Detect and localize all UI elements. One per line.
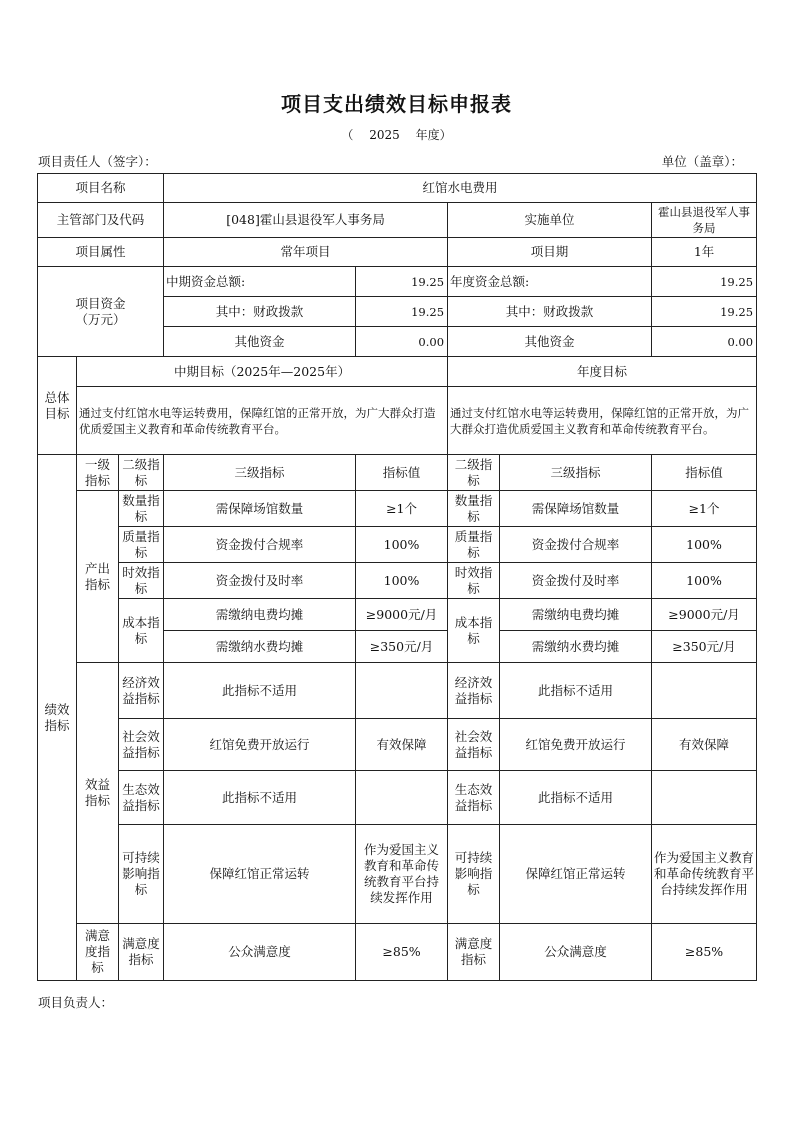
table-row-l3: 需缴纳水费均摊 <box>500 631 652 663</box>
impl-unit-value: 霍山县退役军人事务局 <box>652 203 757 238</box>
table-row-l2: 可持续影响指标 <box>448 825 500 924</box>
table-row-value: ≥1个 <box>356 491 448 527</box>
funds-label-line1: 项目资金 <box>75 295 126 311</box>
mid-goal-text: 通过支付红馆水电等运转费用，保障红馆的正常开放，为广大群众打造优质爱国主义教育和革命传统教育平台。 <box>77 387 448 455</box>
funds-label-line2: （万元） <box>75 311 126 327</box>
year-total-label: 年度资金总额: <box>448 267 652 297</box>
table-row-l3: 公众满意度 <box>500 924 652 981</box>
dept-label: 主管部门及代码 <box>38 203 164 238</box>
overall-goal-label: 总体目标 <box>38 357 77 455</box>
period-value: 1年 <box>652 238 757 267</box>
table-row-l3: 需缴纳水费均摊 <box>164 631 356 663</box>
year-cost-indicator-label: 成本指标 <box>448 599 500 663</box>
table-row-l3: 资金拨付及时率 <box>164 563 356 599</box>
table-row-l2: 时效指标 <box>448 563 500 599</box>
benefit-indicator-label: 效益指标 <box>77 663 119 924</box>
year-goal-text: 通过支付红馆水电等运转费用，保障红馆的正常开放，为广大群众打造优质爱国主义教育和革命传统教育平台。 <box>448 387 757 455</box>
mid-fiscal-value: 19.25 <box>356 297 448 327</box>
table-row-value <box>652 771 757 825</box>
table-row-value: 100% <box>356 563 448 599</box>
performance-target-table <box>37 173 757 981</box>
value-header: 指标值 <box>356 455 448 491</box>
project-lead-label: 项目负责人： <box>38 995 114 1010</box>
table-row-l3: 红馆免费开放运行 <box>164 719 356 771</box>
table-row-l3: 此指标不适用 <box>164 771 356 825</box>
project-name-label: 项目名称 <box>38 174 164 203</box>
table-row-l2: 数量指标 <box>448 491 500 527</box>
year-value-header: 指标值 <box>652 455 757 491</box>
table-row-l3: 此指标不适用 <box>164 663 356 719</box>
table-row-l2: 经济效益指标 <box>119 663 164 719</box>
table-row-l3: 需缴纳电费均摊 <box>164 599 356 631</box>
table-row-l3: 此指标不适用 <box>500 771 652 825</box>
page-title: 项目支出绩效目标申报表 <box>281 92 512 116</box>
table-row-value: ≥350元/月 <box>356 631 448 663</box>
table-row-l3: 保障红馆正常运转 <box>500 825 652 924</box>
perf-indicator-label: 绩效指标 <box>38 455 77 981</box>
table-row-value: 100% <box>356 527 448 563</box>
mid-fiscal-label: 其中：财政拨款 <box>164 297 356 327</box>
table-row-value <box>652 663 757 719</box>
table-row-value <box>356 771 448 825</box>
table-row-l3: 资金拨付合规率 <box>164 527 356 563</box>
cost-indicator-label: 成本指标 <box>119 599 164 663</box>
mid-other-value: 0.00 <box>356 327 448 357</box>
table-row-l3: 保障红馆正常运转 <box>164 825 356 924</box>
year-label: 年度） <box>415 128 452 142</box>
table-row-l2: 时效指标 <box>119 563 164 599</box>
mid-total-label: 中期资金总额: <box>164 267 356 297</box>
table-row-value <box>356 663 448 719</box>
report-year <box>0 126 793 143</box>
table-row-value: 有效保障 <box>652 719 757 771</box>
table-row-l3: 公众满意度 <box>164 924 356 981</box>
attr-label: 项目属性 <box>38 238 164 267</box>
mid-other-label: 其他资金 <box>164 327 356 357</box>
table-row-l2: 经济效益指标 <box>448 663 500 719</box>
period-label: 项目期 <box>448 238 652 267</box>
table-row-value: 有效保障 <box>356 719 448 771</box>
impl-unit-label: 实施单位 <box>448 203 652 238</box>
table-row-l2: 满意度指标 <box>119 924 164 981</box>
mid-total-value: 19.25 <box>356 267 448 297</box>
table-row-value: ≥85% <box>652 924 757 981</box>
output-indicator-label: 产出指标 <box>77 491 119 663</box>
table-row-l3: 资金拨付及时率 <box>500 563 652 599</box>
table-row-l2: 质量指标 <box>448 527 500 563</box>
table-row-value: 作为爱国主义教育和革命传统教育平台持续发挥作用 <box>652 825 757 924</box>
year-fiscal-value: 19.25 <box>652 297 757 327</box>
satisfaction-indicator-label: 满意度指标 <box>77 924 119 981</box>
table-row-l2: 可持续影响指标 <box>119 825 164 924</box>
year-other-label: 其他资金 <box>448 327 652 357</box>
table-row-l3: 此指标不适用 <box>500 663 652 719</box>
level1-header: 一级指标 <box>77 455 119 491</box>
table-row-value: ≥9000元/月 <box>652 599 757 631</box>
responsible-signature-label: 项目责任人（签字）： <box>38 154 157 169</box>
table-row-l2: 社会效益指标 <box>448 719 500 771</box>
table-row-value: 作为爱国主义教育和革命传统教育平台持续发挥作用 <box>356 825 448 924</box>
year-level2-header: 二级指标 <box>448 455 500 491</box>
year-total-value: 19.25 <box>652 267 757 297</box>
attr-value: 常年项目 <box>164 238 448 267</box>
table-row-l2: 社会效益指标 <box>119 719 164 771</box>
table-row-l2: 质量指标 <box>119 527 164 563</box>
dept-value: [048]霍山县退役军人事务局 <box>164 203 448 238</box>
table-row-value: 100% <box>652 563 757 599</box>
mid-goal-header: 中期目标（2025年—2025年） <box>77 357 448 387</box>
table-row-value: ≥1个 <box>652 491 757 527</box>
table-row-l3: 需保障场馆数量 <box>500 491 652 527</box>
table-row-value: ≥350元/月 <box>652 631 757 663</box>
funds-label <box>38 267 164 357</box>
unit-seal-label: 单位（盖章）： <box>661 154 743 169</box>
table-row-l2: 生态效益指标 <box>448 771 500 825</box>
year-level3-header: 三级指标 <box>500 455 652 491</box>
table-row-l3: 资金拨付合规率 <box>500 527 652 563</box>
project-name-value: 红馆水电费用 <box>164 174 757 203</box>
table-row-value: 100% <box>652 527 757 563</box>
table-row-l3: 红馆免费开放运行 <box>500 719 652 771</box>
table-row-l2: 生态效益指标 <box>119 771 164 825</box>
year-value: 2025 <box>369 128 400 142</box>
year-other-value: 0.00 <box>652 327 757 357</box>
level2-header: 二级指标 <box>119 455 164 491</box>
table-row-l2: 满意度指标 <box>448 924 500 981</box>
year-goal-header: 年度目标 <box>448 357 757 387</box>
table-row-l3: 需保障场馆数量 <box>164 491 356 527</box>
year-open: （ <box>341 128 354 142</box>
table-row-value: ≥9000元/月 <box>356 599 448 631</box>
table-row-value: ≥85% <box>356 924 448 981</box>
level3-header: 三级指标 <box>164 455 356 491</box>
year-fiscal-label: 其中：财政拨款 <box>448 297 652 327</box>
table-row-l2: 数量指标 <box>119 491 164 527</box>
table-row-l3: 需缴纳电费均摊 <box>500 599 652 631</box>
